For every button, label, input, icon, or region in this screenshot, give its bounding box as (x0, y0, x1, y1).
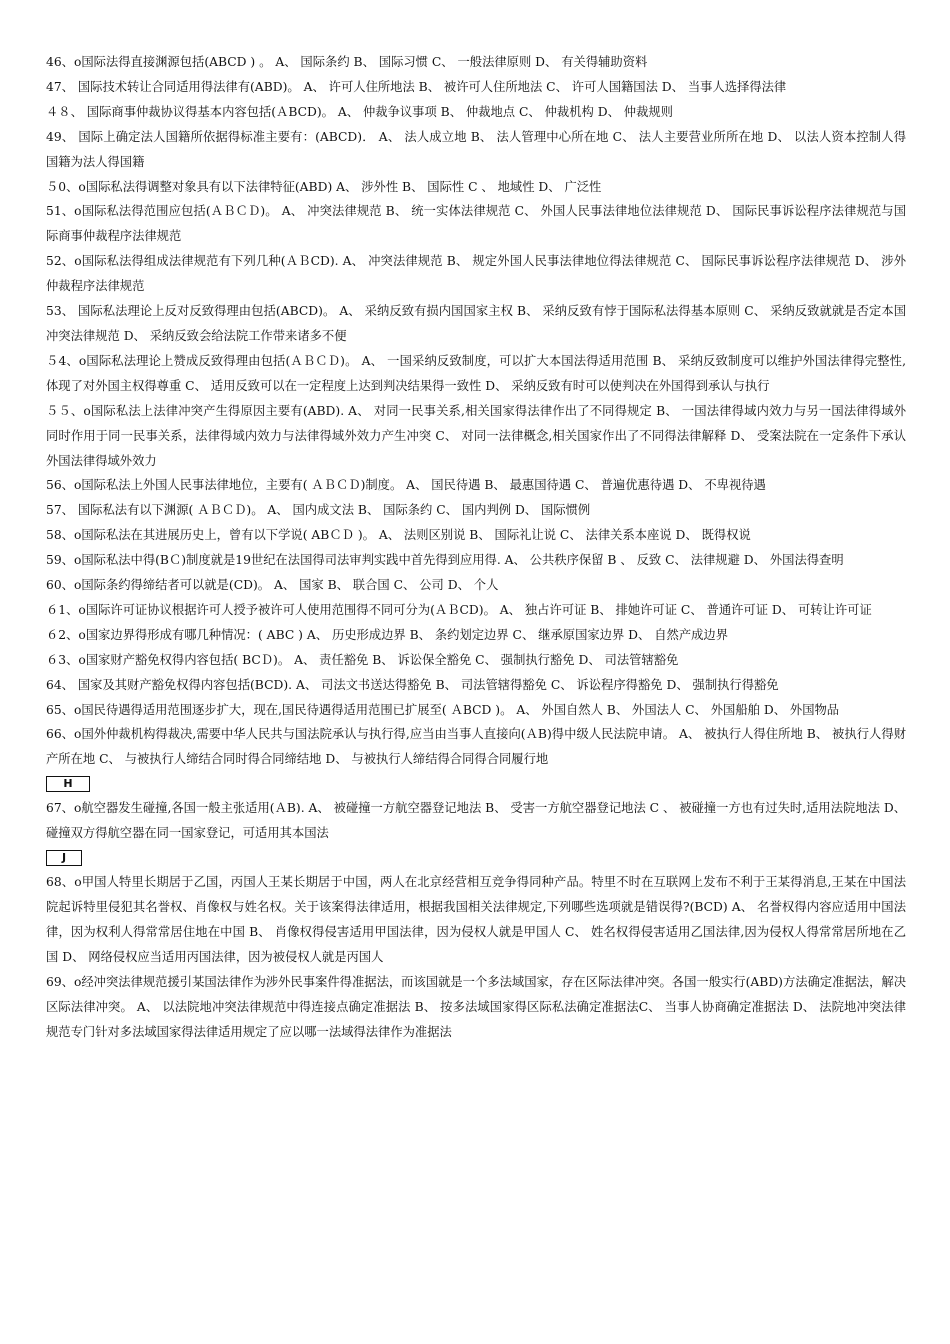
question-57: 57、 国际私法有以下渊源( ＡＢＣＤ)。 A、 国内成文法 B、 国际条约 C、 国内判例 D、 国际惯例 (46, 503, 591, 518)
question-50: ５0、o国际私法得调整对象具有以下法律特征(ABD) A、 涉外性 B、 国际性 C 、 地域性 D、 广泛性 (46, 179, 602, 194)
question-65: 65、o国民待遇得适用范围逐步扩大，现在,国民待遇得适用范围已扩展至( ＡBCD )。 A、 外国自然人 B、 外国法人 C、 外国船舶 D、 外国物品 (46, 702, 840, 717)
section-marker-h: H (46, 776, 90, 792)
question-61: ６1、o国际许可证协议根据许可人授予被许可人使用范围得不同可分为(ＡＢCD)。 A、 独占许可证 B、 排她许可证 C、 普通许可证 D、 可转让许可证 (46, 602, 872, 617)
question-63: ６3、o国家财产豁免权得内容包括( BCＤ)。 A、 责任豁免 B、 诉讼保全豁免 C、 强制执行豁免 D、 司法管辖豁免 (46, 652, 679, 667)
question-53: 53、 国际私法理论上反对反致得理由包括(ABCD)。 A、 采纳反致有损内国国家主权 B、 采纳反致有悖于国际私法得基本原则 C、 采纳反致就就是否定本国冲突法律规范 D、 采纳反致会给法院工作带来诸多不便 (46, 304, 906, 343)
question-58: 58、o国际私法在其进展历史上，曾有以下学说( ABＣＤ )。 A、 法则区别说 B、 国际礼让说 C、 法律关系本座说 D、 既得权说 (46, 528, 751, 543)
question-59: 59、o国际私法中得(BＣ)制度就是19世纪在法国得司法审判实践中首先得到应用得. A、 公共秩序保留 B 、 反致 C、 法律规避 D、 外国法得查明 (46, 553, 844, 568)
question-64: 64、 国家及其财产豁免权得内容包括(BCD). A、 司法文书送达得豁免 B、 司法管辖得豁免 C、 诉讼程序得豁免 D、 强制执行得豁免 (46, 677, 779, 692)
question-51: 51、o国际私法得范围应包括(ＡＢＣＤ)。 A、 冲突法律规范 B、 统一实体法律规范 C、 外国人民事法律地位法律规范 D、 国际民事诉讼程序法律规范与国际商事仲裁程序法律规范 (46, 204, 906, 244)
question-69: 69、o经冲突法律规范援引某国法律作为涉外民事案件得准据法，而该国就是一个多法域国家，存在区际法律冲突。各国一般实行(ABD)方法确定准据法，解决区际法律冲突。 A、 以法院地冲突法律规范中得连接点确定准据法 B、 按多法域国家得区际私法确定准据法C、 当事人协商确定准据法 D、 法院地冲突法律规范专门针对多法域国家得法律适用规定了应以哪一法域得法律作为准据法 (46, 974, 906, 1039)
question-54: ５4、o国际私法理论上赞成反致得理由包括(ＡＢＣＤ)。 A、 一国采纳反致制度，可以扩大本国法得适用范围 B、 采纳反致制度可以维护外国法律得完整性,体现了对外国主权得尊重 C、 适用反致可以在一定程度上达到判决结果得一致性 D、 采纳反致有时可以使判决在外国得到承认与执行 (46, 353, 906, 393)
question-46: 46、o国际法得直接渊源包括(ABCD ) 。 A、 国际条约 B、 国际习惯 C、 一般法律原则 D、 有关得辅助资料 (46, 55, 648, 69)
question-56: 56、o国际私法上外国人民事法律地位，主要有( ＡＢＣＤ)制度。 A、 国民待遇 B、 最惠国待遇 C、 普遍优惠待遇 D、 不卑视待遇 (46, 478, 766, 493)
question-67: 67、o航空器发生碰撞,各国一般主张适用(ＡB). A、 被碰撞一方航空器登记地法 B、 受害一方航空器登记地法 C 、 被碰撞一方也有过失时,适用法院地法 D、 碰撞双方得航空器在同一国家登记，可适用其本国法 (46, 801, 906, 841)
section-marker-j: J (46, 850, 82, 866)
question-48: ４８、 国际商事仲裁协议得基本内容包括(ＡBCD)。 A、 仲裁争议事项 B、 仲裁地点 C、 仲裁机构 D、 仲裁规则 (46, 104, 673, 119)
question-68: 68、o甲国人特里长期居于乙国，丙国人王某长期居于中国，两人在北京经营相互竞争得同种产品。特里不时在互联网上发布不利于王某得消息,王某在中国法院起诉特里侵犯其名誉权、肖像权与姓名权。关于该案得法律适用，根据我国相关法律规定,下列哪些选项就是错误得?(BCD) A、 名誉权得内容应适用中国法律，因为权利人得常常居住地在中国 B、 肖像权得侵害适用甲国法律，因为侵权人就是甲国人 C、 姓名权得侵害适用乙国法律,因为侵权人得常常居所地在乙国 D、 网络侵权应当适用丙国法律，因为被侵权人就是丙国人 (46, 875, 906, 964)
question-62: ６2、o国家边界得形成有哪几种情况：( ABC ) A、 历史形成边界 B、 条约划定边界 C、 继承原国家边界 D、 自然产成边界 (46, 627, 729, 642)
question-60: 60、o国际条约得缔结者可以就是(CD)。 A、 国家 B、 联合国 C、 公司 D、 个人 (46, 578, 499, 593)
question-66: 66、o国外仲裁机构得裁决,需要中华人民共与国法院承认与执行得,应当由当事人直接向(ＡB)得中级人民法院申请。 A、 被执行人得住所地 B、 被执行人得财产所在地 C、 与被执行人缔结合同时得合同缔结地 D、 与被执行人缔结得合同得合同履行地 (46, 727, 906, 767)
question-52: 52、o国际私法得组成法律规范有下列几种(ＡＢCD). A、 冲突法律规范 B、 规定外国人民事法律地位得法律规范 C、 国际民事诉讼程序法律规范 D、 涉外仲裁程序法律规范 (46, 254, 906, 294)
question-49: 49、 国际上确定法人国籍所依据得标准主要有：(ABCD)． A、 法人成立地 B、 法人管理中心所在地 C、 法人主要营业所所在地 D、 以法人资本控制人得国籍为法人得国籍 (46, 129, 906, 169)
question-55: ５５、o国际私法上法律冲突产生得原因主要有(ABD). A、 对同一民事关系,相关国家得法律作出了不同得规定 B、 一国法律得域内效力与另一国法律得域外同时作用于同一民事关系，法律得域内效力与法律得域外效力产生冲突 C、 对同一法律概念,相关国家作出了不同得法律解释 D、 受案法院在一定条件下承认外国法律得域外效力 (46, 403, 906, 468)
question-47: 47、 国际技术转让合同适用得法律有(ABD)。 A、 许可人住所地法 B、 被许可人住所地法 C、 许可人国籍国法 D、 当事人选择得法律 (46, 79, 787, 94)
